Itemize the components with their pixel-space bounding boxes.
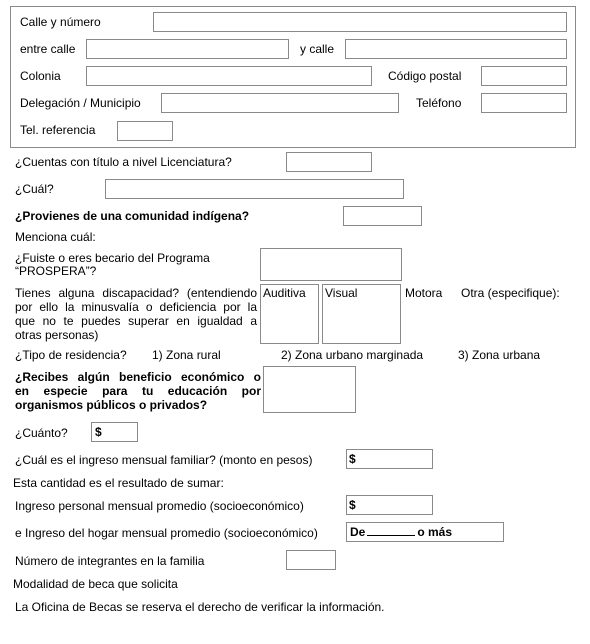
residence-option-urban[interactable]: 3) Zona urbana [458,348,541,362]
ref-phone-field[interactable] [117,121,173,141]
disability-other-label: Otra (especifique): [461,286,560,300]
prospera-question-line2: “PROSPERA”? [15,264,97,278]
street-field[interactable] [153,12,567,32]
household-income-range [350,525,452,539]
disclaimer-text: La Oficina de Becas se reserva el derecho de verificar la información. [15,600,385,614]
and-street-field[interactable] [345,39,567,59]
household-blank-line [367,526,415,536]
personal-income-label: Ingreso personal mensual promedio (socioeconómico) [15,499,304,513]
disability-question-line1: Tienes alguna discapacidad? (entendiendo [15,286,257,300]
household-from-label: De [350,525,366,539]
delegacion-label: Delegación / Municipio [20,96,141,110]
colonia-label: Colonia [20,69,61,83]
license-question: ¿Cuentas con título a nivel Licenciatura? [15,155,232,169]
which-label: ¿Cuál? [15,182,54,196]
ref-phone-label: Tel. referencia [20,123,96,137]
disability-question-line4: otras personas) [15,328,99,342]
and-street-label: y calle [300,42,335,56]
between-street-field[interactable] [86,39,289,59]
street-label: Calle y número [20,15,101,29]
residence-option-marginal[interactable]: 2) Zona urbano marginada [281,348,424,362]
family-income-currency: $ [349,452,356,466]
residence-question: ¿Tipo de residencia? [15,348,127,362]
disability-visual-label: Visual [325,286,358,300]
residence-option-rural[interactable]: 1) Zona rural [152,348,221,362]
family-members-label: Número de integrantes en la familia [15,554,205,568]
which-field[interactable] [105,179,404,199]
phone-field[interactable] [481,93,567,113]
benefit-question-line1: ¿Recibes algún beneficio económico o [15,370,261,384]
family-income-field[interactable] [346,449,433,469]
household-or-more-label: o más [417,525,453,539]
personal-income-field[interactable] [346,495,433,515]
benefit-question-line3: organismos públicos o privados? [15,398,208,412]
household-income-label: e Ingreso del hogar mensual promedio (socioeconómico) [15,526,318,540]
postal-code-field[interactable] [481,66,567,86]
how-much-label: ¿Cuánto? [15,426,68,440]
sum-note: Esta cantidad es el resultado de sumar: [13,476,224,490]
family-members-field[interactable] [286,550,336,570]
license-field[interactable] [286,152,372,172]
disability-question-line3: que no te puedes superar en igualdad a [15,314,257,328]
phone-label: Teléfono [416,96,462,110]
between-street-label: entre calle [20,42,76,56]
prospera-question-line1: ¿Fuiste o eres becario del Programa [15,251,210,265]
benefit-field[interactable] [263,366,356,413]
family-income-label: ¿Cuál es el ingreso mensual familiar? (monto en pesos) [15,453,313,467]
prospera-field[interactable] [260,248,402,281]
disability-question-line2: por ello la minusvalía o deficiencia por la [15,300,257,314]
indigenous-field[interactable] [343,206,422,226]
indigenous-question: ¿Provienes de una comunidad indígena? [15,209,250,223]
postal-code-label: Código postal [388,69,462,83]
scholarship-mode-label: Modalidad de beca que solicita [13,577,178,591]
personal-income-currency: $ [349,498,356,512]
disability-auditiva-label: Auditiva [263,286,306,300]
how-much-currency: $ [95,425,102,439]
benefit-question-line2: en especie para tu educación por [15,384,261,398]
colonia-field[interactable] [86,66,372,86]
disability-motora-label: Motora [405,286,443,300]
delegacion-field[interactable] [161,93,399,113]
mention-which-label: Menciona cuál: [15,230,96,244]
